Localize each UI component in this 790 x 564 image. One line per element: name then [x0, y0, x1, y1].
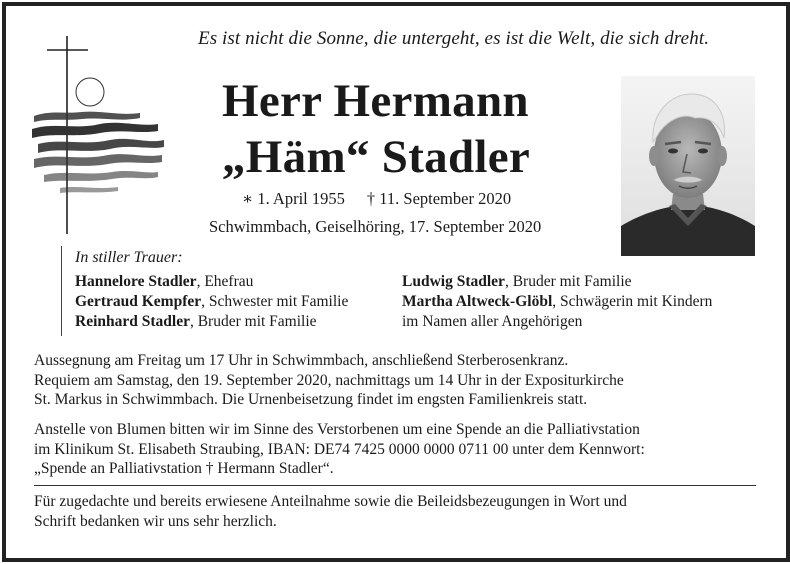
mourner-entry [75, 272, 348, 292]
mourner-relation: im Namen aller Angehörigen [402, 313, 583, 330]
text-line: Requiem am Samstag, den 19. September 2020, nachmittags um 14 Uhr in der Expositurkirche [34, 371, 624, 389]
mourner-entry [402, 292, 712, 312]
text-line: Aussegnung am Freitag um 17 Uhr in Schwimmbach, anschließend Sterberosenkranz. [34, 352, 569, 369]
mourner-entry [75, 292, 348, 312]
birth-date: ∗ 1. April 1955 [242, 189, 345, 208]
thanks-paragraph [34, 492, 627, 531]
text-line: Schrift bedanken wir uns sehr herzlich. [34, 512, 277, 530]
cross-moon-illustration [30, 34, 170, 239]
mourner-name: Reinhard Stadler [75, 313, 190, 330]
mourner-relation: , Bruder mit Familie [189, 313, 317, 330]
deceased-name-line1: Herr Hermann [222, 75, 529, 127]
life-dates [242, 189, 533, 209]
text-line: Für zugedachte und bereits erwiesene Anteilnahme sowie die Beileidsbezeugungen in Wort und [34, 493, 627, 510]
funeral-info-paragraph [34, 351, 624, 410]
place-and-date: Schwimmbach, Geiselhöring, 17. September 2020 [209, 217, 542, 236]
moon-icon [76, 78, 104, 106]
mourner-name: Gertraud Kempfer [75, 293, 202, 310]
mourner-relation: , Bruder mit Familie [504, 273, 632, 290]
portrait-photo [621, 76, 755, 256]
donation-paragraph [34, 420, 645, 479]
mourners-divider [61, 246, 62, 336]
mourning-label: In stiller Trauer: [75, 249, 183, 266]
mourner-entry [402, 312, 712, 332]
mourners-right-column [402, 272, 712, 332]
mourner-name: Martha Altweck-Glöbl [402, 293, 553, 310]
mourner-name: Ludwig Stadler [402, 273, 505, 290]
text-line: Anstelle von Blumen bitten wir im Sinne des Verstorbenen um eine Spende an die Palliativstation [34, 421, 640, 438]
mourner-entry [402, 272, 712, 292]
mourner-name: Hannelore Stadler [75, 273, 197, 290]
text-line: „Spende an Palliativstation † Hermann Stadler“. [34, 460, 334, 478]
mourners-left-column [75, 272, 348, 332]
text-line: St. Markus in Schwimmbach. Die Urnenbeisetzung findet im engsten Familienkreis statt. [34, 391, 588, 409]
mourner-entry [75, 312, 348, 332]
mourner-relation: , Schwester mit Familie [201, 293, 349, 310]
mourner-relation: , Schwägerin mit Kindern [552, 293, 713, 310]
section-divider [34, 485, 756, 486]
deceased-name-line2: „Häm“ Stadler [222, 131, 531, 183]
text-line: im Klinikum St. Elisabeth Straubing, IBAN: DE74 7425 0000 0000 0711 00 unter dem Kennwort: [34, 440, 645, 458]
death-date: † 11. September 2020 [366, 189, 512, 208]
motto-quote: Es ist nicht die Sonne, die untergeht, es ist die Welt, die sich dreht. [198, 28, 710, 49]
mourner-relation: , Ehefrau [196, 273, 254, 290]
landscape-icon [32, 112, 164, 193]
